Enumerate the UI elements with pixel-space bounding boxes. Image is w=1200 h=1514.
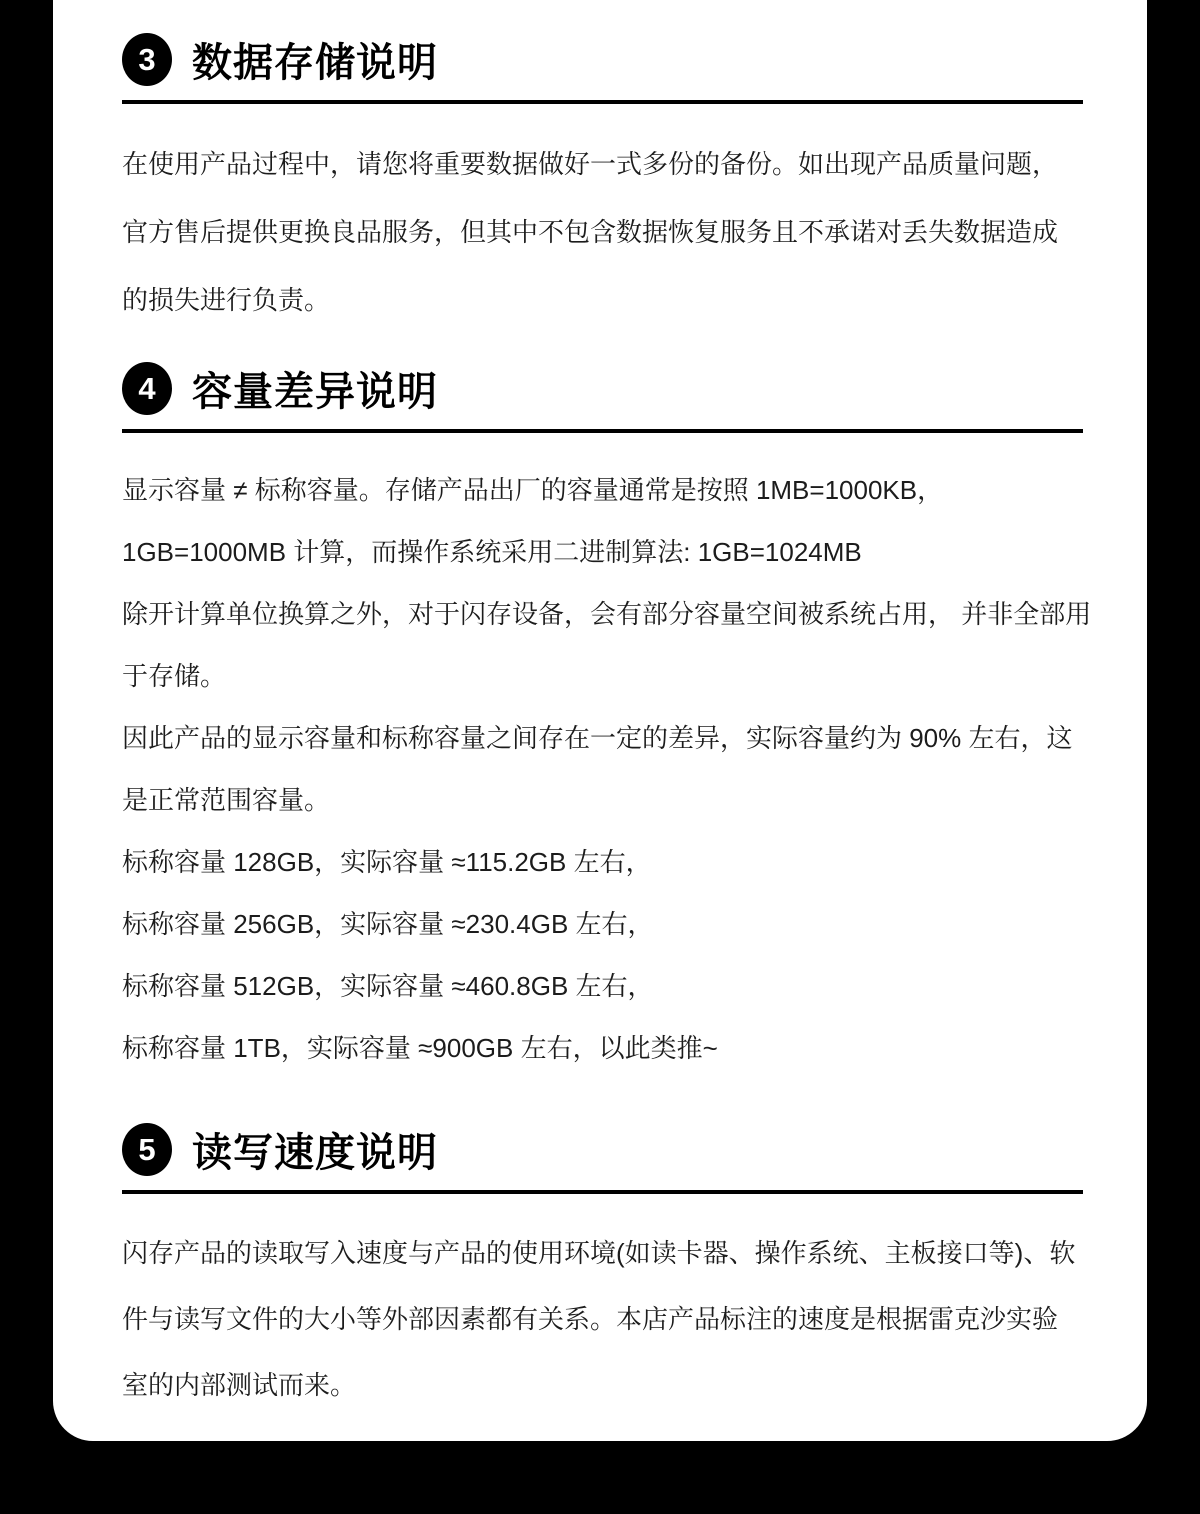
paragraph-line: 是正常范围容量。 [122, 785, 331, 815]
paragraph-line: 官方售后提供更换良品服务，但其中不包含数据恢复服务且不承诺对丢失数据造成 [122, 217, 1059, 247]
section-divider [122, 429, 1083, 433]
section-header [122, 362, 1083, 415]
capacity-line-128gb: 标称容量 128GB，实际容量 ≈115.2GB 左右， [122, 847, 652, 877]
paragraph-line: 除开计算单位换算之外，对于闪存设备，会有部分容量空间被系统占用， 并非全部用 [122, 599, 1092, 629]
section-paragraph [122, 130, 1083, 334]
section-read-write-speed [122, 1123, 1083, 1418]
section-title: 容量差异说明 [192, 370, 438, 414]
paragraph-line: 的损失进行负责。 [122, 285, 331, 315]
section-number-badge: 5 [122, 1123, 172, 1176]
paragraph-line: 1GB=1000MB 计算，而操作系统采用二进制算法: 1GB=1024MB [122, 537, 862, 567]
paragraph-line: 在使用产品过程中，请您将重要数据做好一式多份的备份。如出现产品质量问题， [122, 149, 1059, 179]
section-header [122, 1123, 1083, 1176]
section-divider [122, 100, 1083, 104]
section-divider [122, 1190, 1083, 1194]
section-capacity-difference [122, 362, 1092, 1079]
paragraph-line: 因此产品的显示容量和标称容量之间存在一定的差异，实际容量约为 90% 左右，这 [122, 723, 1073, 753]
section-number-badge: 4 [122, 362, 172, 415]
paragraph-line: 于存储。 [122, 661, 227, 691]
section-title: 读写速度说明 [192, 1131, 438, 1175]
paragraph-line: 闪存产品的读取写入速度与产品的使用环境(如读卡器、操作系统、主板接口等)、软 [122, 1238, 1076, 1268]
section-header [122, 33, 1083, 86]
paragraph-line: 显示容量 ≠ 标称容量。存储产品出厂的容量通常是按照 1MB=1000KB， [122, 475, 944, 505]
section-paragraph [122, 459, 1092, 1079]
section-data-storage [122, 33, 1083, 334]
capacity-line-1tb: 标称容量 1TB，实际容量 ≈900GB 左右，以此类推~ [122, 1033, 718, 1063]
section-number-badge: 3 [122, 33, 172, 86]
paragraph-line: 室的内部测试而来。 [122, 1370, 357, 1400]
section-title: 数据存储说明 [192, 41, 438, 85]
content-card [53, 0, 1147, 1441]
capacity-line-256gb: 标称容量 256GB，实际容量 ≈230.4GB 左右， [122, 909, 654, 939]
paragraph-line: 件与读写文件的大小等外部因素都有关系。本店产品标注的速度是根据雷克沙实验 [122, 1304, 1059, 1334]
capacity-line-512gb: 标称容量 512GB，实际容量 ≈460.8GB 左右， [122, 971, 654, 1001]
section-paragraph [122, 1220, 1083, 1418]
